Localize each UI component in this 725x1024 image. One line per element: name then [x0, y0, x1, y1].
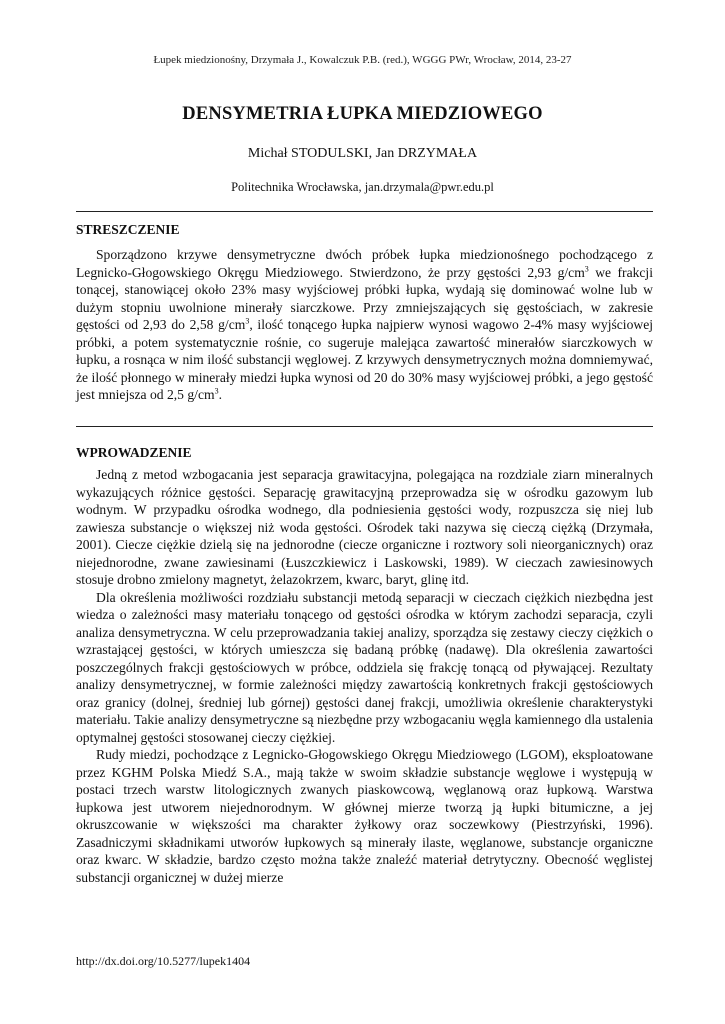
abstract-sup-2: 3: [245, 316, 250, 326]
abstract-paragraph: [76, 246, 653, 404]
footer-doi[interactable]: http://dx.doi.org/10.5277/lupek1404: [76, 954, 251, 968]
abstract-text-3: , ilość tonącego łupka najpierw wynosi wagowo 2-4% masy wyjściowej próbki, a potem systematycznie rośnie, co sugeruje malejąca zawartość minerałów siarczkowych w łupku, a rosnąca w nim ilość substancji węglowej. Z krzywych densymetrycznych można domniemywać, że ilość płonnego w minerały miedzi łupka wynosi od 20 do 30% masy wyjściowej próbki, a jego gęstość jest mniejsza od 2,5 g/cm: [76, 317, 654, 402]
introduction-paragraph-2: Dla określenia możliwości rozdziału substancji metodą separacji w cieczach ciężkich niezbędna jest wiedza o zależności masy materiału tonącego od gęstości ośrodka w którym zachodzi separacja, czyli analiza densymetryczna. W celu przeprowadzania takiej analizy, sporządza się zestawy cieczy ciężkich o wzrastającej gęstości, w których umieszcza się badaną próbkę (nadawę). Dla określenia zawartości poszczególnych frakcji gęstościowych w próbce, oddziela się frakcję tonącą od pływającej. Rezultaty analizy densymetrycznej, w formie zależności między zawartością konkretnych frakcji gęstościowych oraz granicy (dolnej, średniej lub górnej) gęstości danej frakcji, umożliwia określenie charakterystyki materiału. Takie analizy densymetryczne są niezbędne przy wzbogacaniu węgla kamiennego dla ustalenia optymalnej gęstości stosowanej cieczy ciężkiej.: [76, 589, 653, 745]
abstract-sup-1: 3: [584, 263, 589, 273]
abstract-heading: STRESZCZENIE: [76, 222, 180, 237]
abstract-text-4: .: [218, 387, 222, 402]
abstract-text-2: we frakcji tonącej, stanowiącej około 23% masy wyjściowej próbki łupka, wydają się dominować wolne lub w dużym stopniu uwolnione minerały siarczkowe. Przy zmniejszających się gęstościach, w zakresie gęstości od 2,93 do 2,58 g/cm: [76, 264, 653, 332]
paper-authors: Michał STODULSKI, Jan DRZYMAŁA: [247, 146, 478, 161]
abstract-text-1: Sporządzono krzywe densymetryczne dwóch próbek łupka miedzionośnego pochodzącego z Legnicko-Głogowskiego Okręgu Miedziowego. Stwierdzono, że przy gęstości 2,93 g/cm: [76, 247, 653, 280]
introduction-body: [76, 466, 653, 886]
paper-title: DENSYMETRIA ŁUPKA MIEDZIOWEGO: [182, 104, 543, 124]
running-head: Łupek miedzionośny, Drzymała J., Kowalczuk P.B. (red.), WGGG PWr, Wrocław, 2014, 23-27: [153, 54, 572, 66]
abstract-sup-3: 3: [214, 386, 219, 396]
introduction-paragraph-3: Rudy miedzi, pochodzące z Legnicko-Głogowskiego Okręgu Miedziowego (LGOM), eksploatowane przez KGHM Polska Miedź S.A., mają także w swoim składzie substancje węglowe i występują w postaci trzech warstw litologicznych zwanych piaskowcową, węglanową oraz łupkową. Warstwa łupkowa jest utworem niejednorodnym. W głównej mierze tworzą ją łupki bitumiczne, a jej okruszcowanie w większości ma charakter żyłkowy oraz soczewkowy (Piestrzyński, 1996). Zasadniczymi składnikami utworów łupkowych są minerały ilaste, węglanowe, substancje organiczne oraz kwarc. W składzie, bardzo często można także znaleźć materiał detrytyczny. Obecność węglistej substancji organicznej w dużej mierze: [76, 747, 653, 885]
introduction-heading: WPROWADZENIE: [76, 445, 192, 460]
abstract-top-rule: [76, 211, 653, 212]
paper-affiliation: Politechnika Wrocławska, jan.drzymala@pwr.edu.pl: [231, 180, 494, 194]
abstract-body: [76, 246, 653, 404]
abstract-bottom-rule: [76, 426, 653, 427]
introduction-paragraph-1: Jedną z metod wzbogacania jest separacja grawitacyjna, polegająca na rozdziale ziarn mineralnych wykazujących różnice gęstości. Separację grawitacyjną przeprowadza się w ośrodku gazowym lub wodnym. W przypadku ośrodka wodnego, dla podniesienia gęstości wody, rozpuszcza się niej lub zawiesza substancje o większej niż woda gęstości. Ośrodek taki nazywa się cieczą ciężką (Drzymała, 2001). Ciecze ciężkie dzielą się na jednorodne (ciecze organiczne i roztwory soli nieorganicznych) oraz niejednorodne, zwane zawiesinami (Łuszczkiewicz i Laskowski, 1989). W cieczach zawiesinowych stosuje drobno zmielony magnetyt, żelazokrzem, kwarc, baryt, glinę itd.: [76, 467, 653, 587]
